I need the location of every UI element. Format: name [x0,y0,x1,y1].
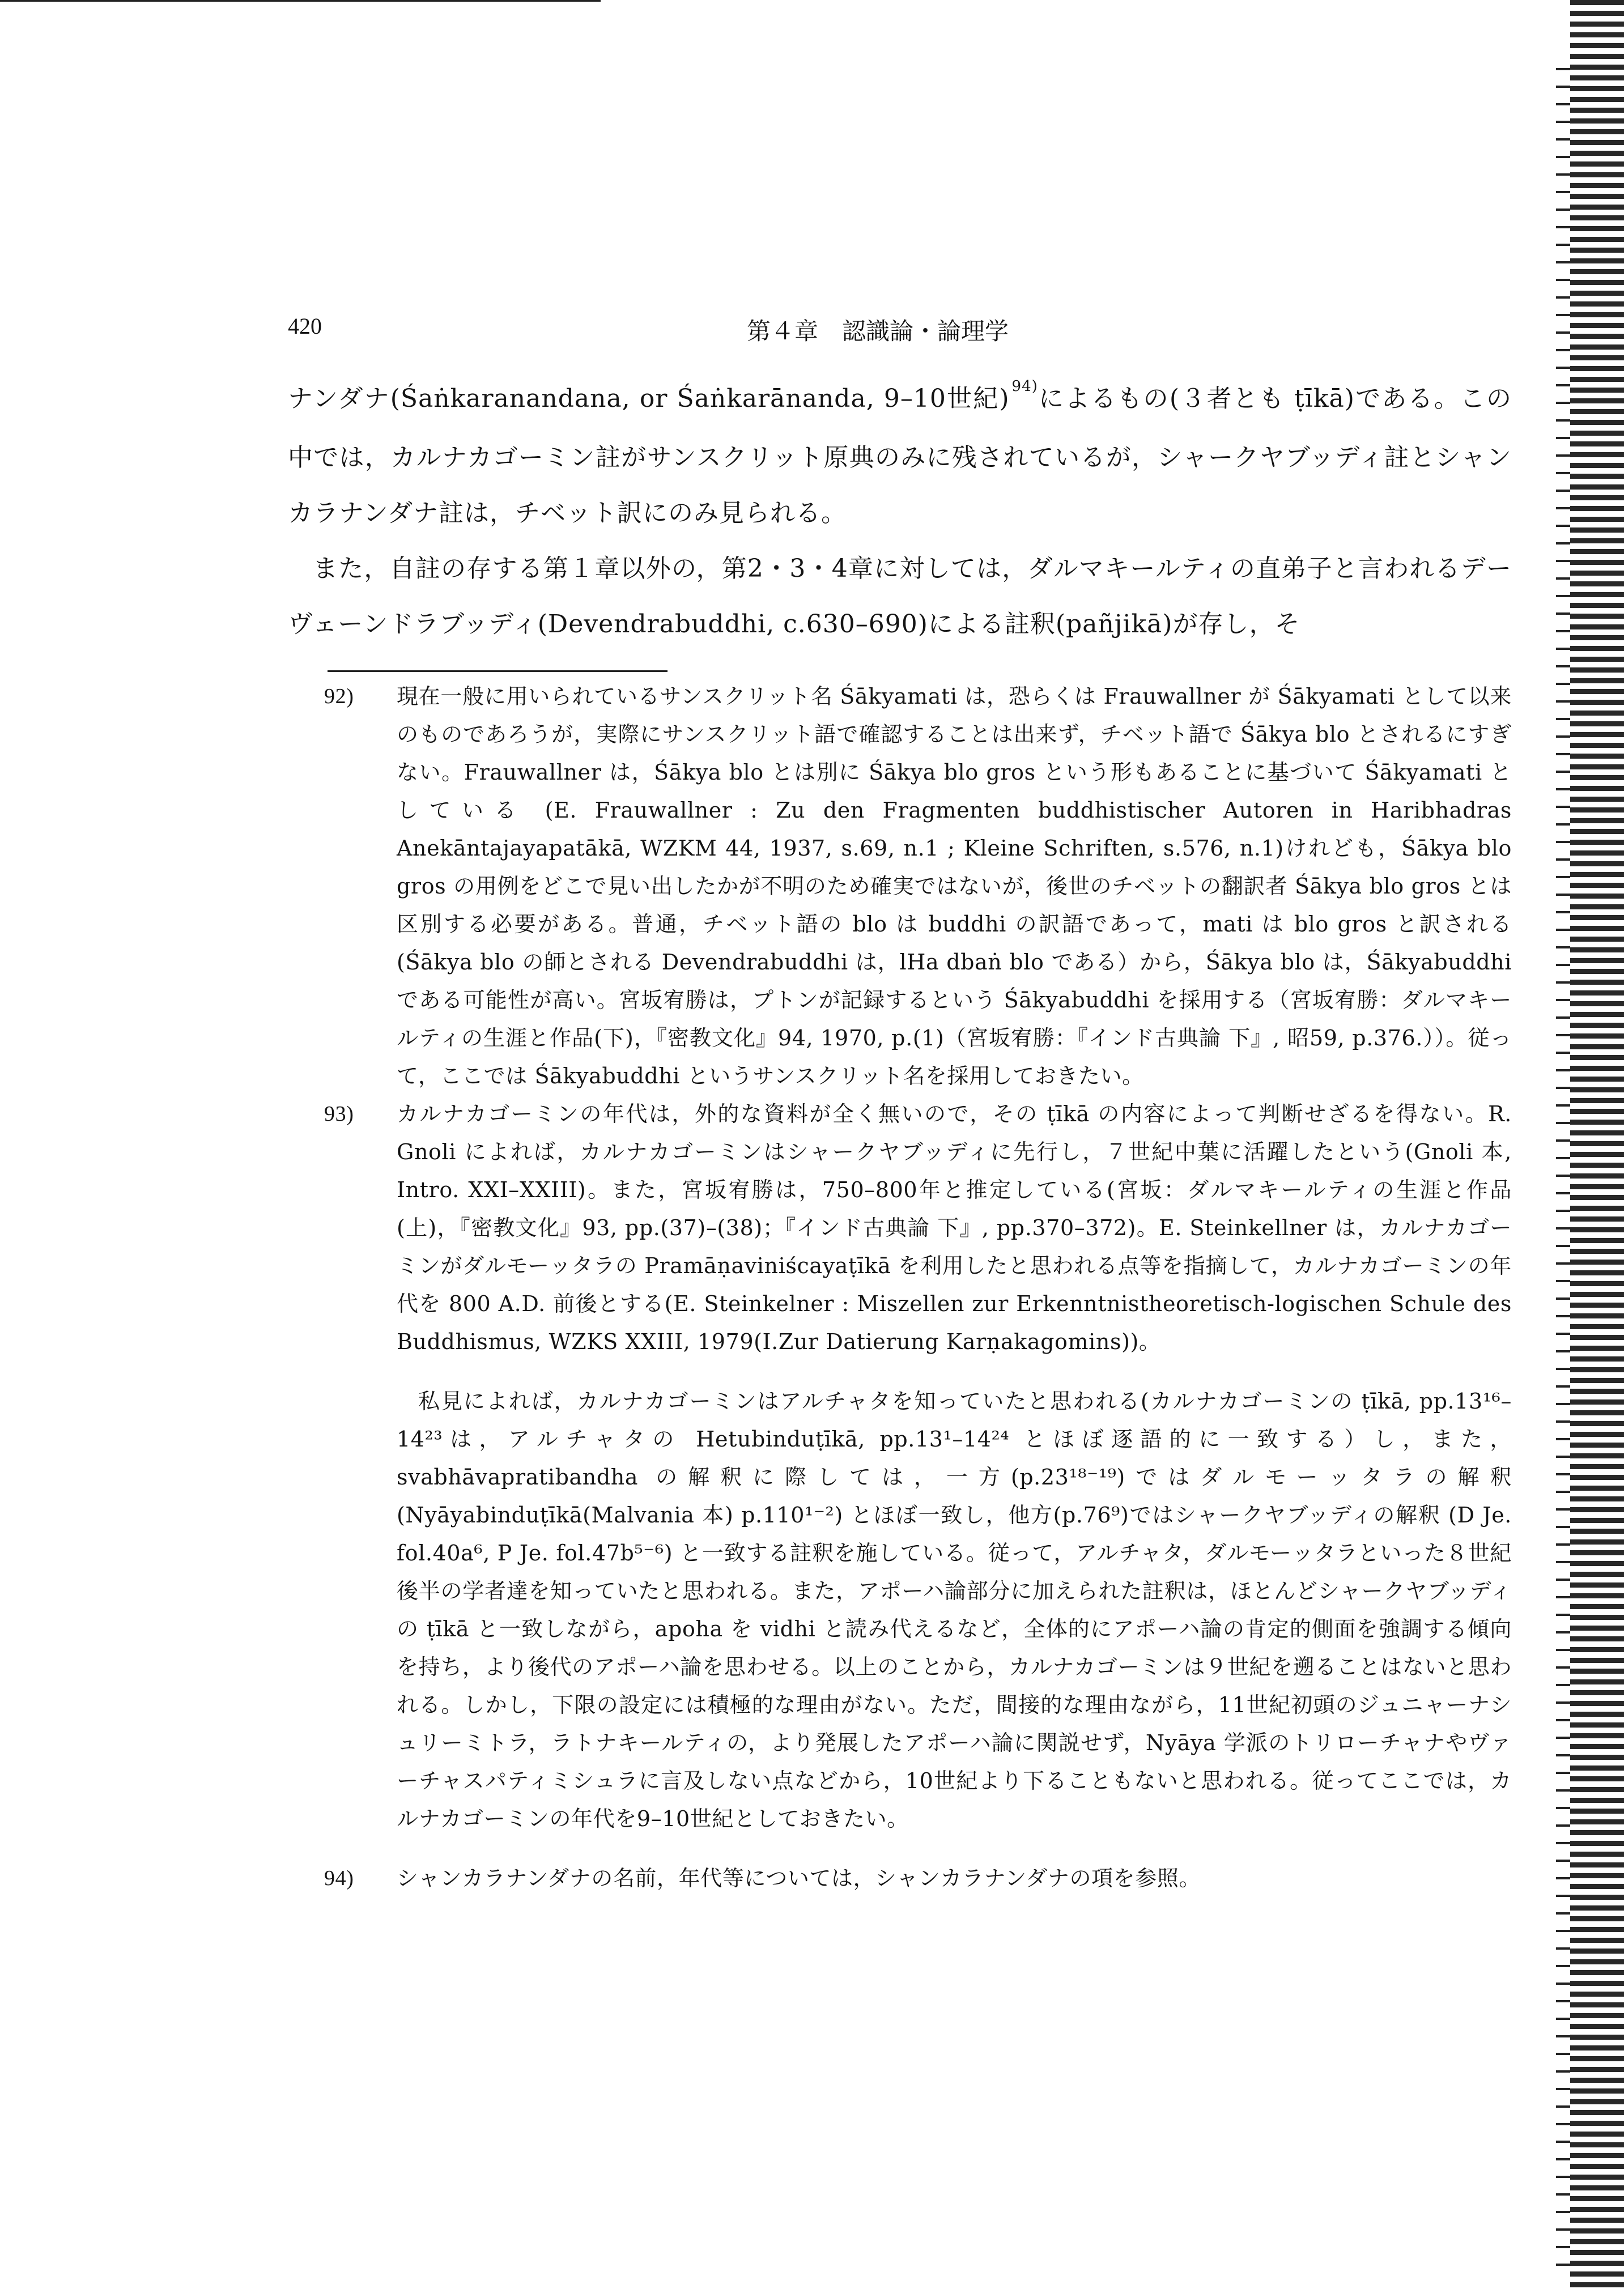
footnotes [324,678,1512,1898]
scan-binding-shadow [1556,68,1570,2278]
footnote-number: 92) [324,684,354,708]
footnote-93 [324,1095,1512,1361]
footnote-ref-94: 94) [1011,378,1038,395]
paragraph-1-text: ナンダナ(Śaṅkaranandana, or Śaṅkarānanda, 9–10世紀) [288,384,1010,413]
scan-top-line [0,0,601,2]
footnote-text: カルナカゴーミンの年代は，外的な資料が全く無いので，その ṭīkā の内容によって判断せざるを得ない。R. Gnoli によれば，カルナカゴーミンはシャークヤブッディに先行し，７世紀中葉に活躍したという(Gnoli 本, Intro. XXI–XXIII)。また，宮坂宥勝は，750–800年と推定している(宮坂：ダルマキールティの生涯と作品(上)，『密教文化』93, pp.(37)–(38)；『インド古典論 下』, pp.370–372)。E. Steinkellner は，カルナカゴーミンがダルモーッタラの Pramāṇaviniścayaṭīkā を利用したと思われる点等を指摘して，カルナカゴーミンの年代を 800 A.D. 前後とする(E. Steinkelner : Miszellen zur Erkenntnistheoretisch-logischen Schule des Buddhismus, WZKS XXIII, 1979(I.Zur Datierung Karṇakagomins))。 [397,1101,1512,1354]
footnote-number: 94) [324,1866,354,1890]
footnote-text: 現在一般に用いられているサンスクリット名 Śākyamati は，恐らくは Frauwallner が Śākyamati として以来のものであろうが，実際にサンスクリット語で確認することは出来ず，チベット語で Śākya blo とされるにすぎない。Frauwallner は，Śākya blo とは別に Śākya blo gros という形もあることに基づいて Śākyamati としている (E. Frauwallner : Zu den Fragmenten buddhistischer Autoren in Haribhadras Anekāntajayapatākā, WZKM 44, 1937, s.69, n.1 ; Kleine Schriften, s.576, n.1)けれども，Śākya blo gros の用例をどこで見い出したかが不明のため確実ではないが，後世のチベットの翻訳者 Śākya blo gros とは区別する必要がある。普通，チベット語の blo は buddhi の訳語であって，mati は blo gros と訳される(Śākya blo の師とされる Devendrabuddhi は，lHa dbaṅ blo である）から，Śākya blo は，Śākyabuddhi である可能性が高い。宮坂宥勝は，プトンが記録するという Śākyabuddhi を採用する（宮坂宥勝：ダルマキールティの生涯と作品(下)，『密教文化』94, 1970, p.(1)（宮坂宥勝：『インド古典論 下』, 昭59, p.376.））。従って，ここでは Śākyabuddhi というサンスクリット名を採用しておきたい。 [397,684,1512,1088]
page-number: 420 [288,313,322,339]
page-header [0,313,1624,352]
footnote-94 [324,1860,1512,1898]
footnote-separator [328,670,668,672]
chapter-title: 第４章 認識論・論理学 [747,317,1009,345]
footnote-number: 93) [324,1102,354,1126]
paragraph-2: また，自註の存する第１章以外の，第2・3・4章に対しては，ダルマキールティの直弟子と言われるデーヴェーンドラブッディ(Devendrabuddhi, c.630–690)による註釈(pañjikā)が存し，そ [288,554,1512,639]
paragraph-1 [288,371,1512,541]
paragraph-1-rest: によるもの(３者とも ṭīkā)である。この中では，カルナカゴーミン註がサンスクリット原典のみに残されているが，シャークヤブッディ註とシャンカラナンダナ註は，チベット訳にのみ見られる。 [288,384,1512,527]
main-text [288,371,1512,652]
footnote-93-continuation: 私見によれば，カルナカゴーミンはアルチャタを知っていたと思われる(カルナカゴーミンの ṭīkā, pp.13¹⁶–14²³は，アルチャタの Hetubinduṭīkā, pp.13¹–14²⁴ とほぼ逐語的に一致する）し，また，svabhāvapratibandha の解釈に際しては，一方(p.23¹⁸⁻¹⁹)ではダルモーッタラの解釈 (Nyāyabinduṭīkā(Malvania 本) p.110¹⁻²) とほぼ一致し，他方(p.76⁹)ではシャークヤブッディの解釈 (D Je. fol.40a⁶, P Je. fol.47b⁵⁻⁶) と一致する註釈を施している。従って，アルチャタ，ダルモーッタラといった８世紀後半の学者達を知っていたと思われる。また，アポーハ論部分に加えられた註釈は，ほとんどシャークヤブッディの ṭīkā と一致しながら，apoha を vidhi と読み代えるなど，全体的にアポーハ論の肯定的側面を強調する傾向を持ち，より後代のアポーハ論を思わせる。以上のことから，カルナカゴーミンは９世紀を遡ることはないと思われる。しかし，下限の設定には積極的な理由がない。ただ，間接的な理由ながら，11世紀初頭のジュニャーナシュリーミトラ，ラトナキールティの，より発展したアポーハ論に関説せず，Nyāya 学派のトリローチャナやヴァーチャスパティミシュラに言及しない点などから，10世紀より下ることもないと思われる。従ってここでは，カルナカゴーミンの年代を9–10世紀としておきたい。 [397,1389,1512,1831]
footnote-text: シャンカラナンダナの名前，年代等については，シャンカラナンダナの項を参照。 [397,1866,1201,1891]
footnote-92 [324,678,1512,1095]
